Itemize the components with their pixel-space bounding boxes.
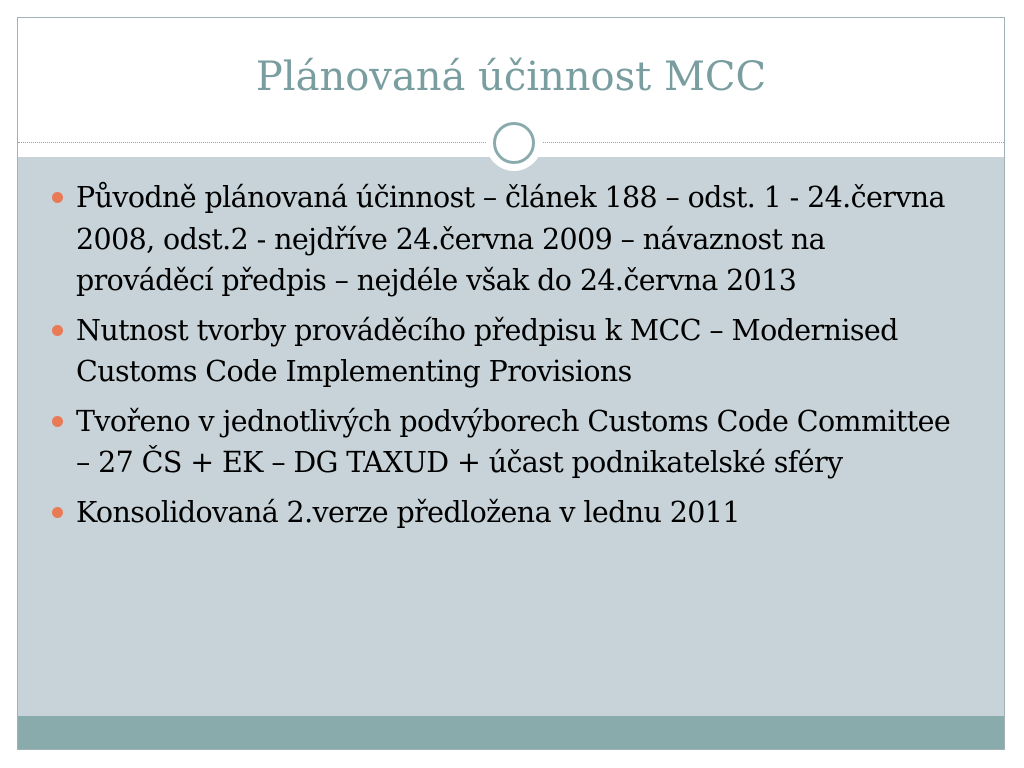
bullet-dot-icon bbox=[52, 416, 63, 427]
bullet-text: Konsolidovaná 2.verze předložena v lednu 2011 bbox=[76, 495, 740, 529]
bullet-item bbox=[50, 310, 970, 393]
slide bbox=[17, 17, 1005, 750]
bullet-text: Tvořeno v jednotlivých podvýborech Customs Code Committee – 27 ČS + EK – DG TAXUD + účast podnikatelské sféry bbox=[76, 404, 951, 479]
bullet-text: Původně plánovaná účinnost – článek 188 – odst. 1 - 24.června 2008, odst.2 - nejdříve 24.června 2009 – návaznost na prováděcí předpis – nejdéle však do 24.června 2013 bbox=[76, 181, 945, 297]
bullet-item bbox=[50, 492, 970, 534]
slide-title: Plánovaná účinnost MCC bbox=[255, 54, 767, 100]
bullet-item bbox=[50, 401, 970, 484]
circle-ring bbox=[493, 122, 535, 164]
circle-ornament-icon bbox=[486, 115, 542, 171]
bullet-text: Nutnost tvorby prováděcího předpisu k MCC – Modernised Customs Code Implementing Provisions bbox=[76, 313, 898, 388]
bullet-dot-icon bbox=[52, 325, 63, 336]
bullet-item bbox=[50, 177, 970, 302]
bullet-list bbox=[50, 177, 970, 541]
bullet-dot-icon bbox=[52, 507, 63, 518]
bottom-accent-band bbox=[18, 716, 1004, 750]
bullet-dot-icon bbox=[52, 192, 63, 203]
